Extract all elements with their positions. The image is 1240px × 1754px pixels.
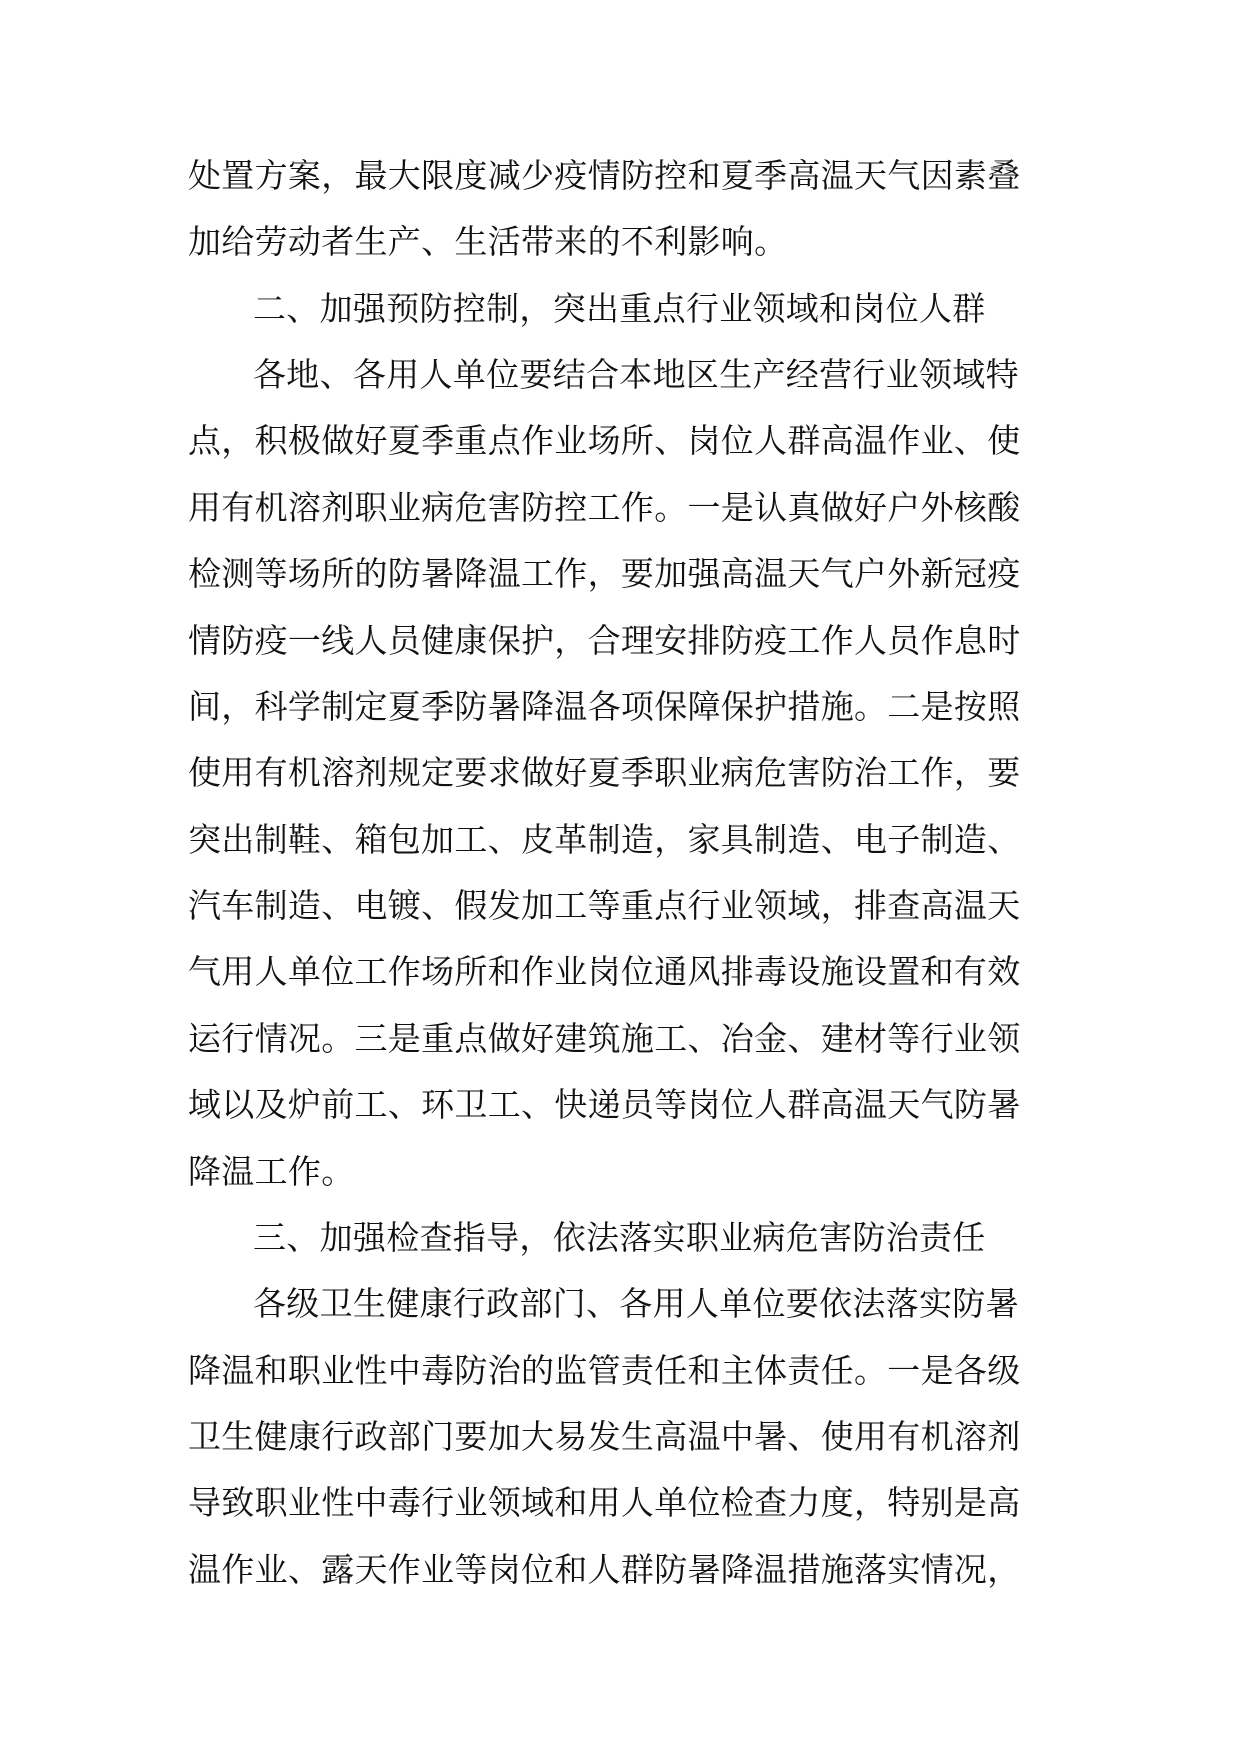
- body-text-line: 突出制鞋、箱包加工、皮革制造，家具制造、电子制造、: [188, 820, 1021, 859]
- body-text-line: 运行情况。三是重点做好建筑施工、冶金、建材等行业领: [188, 1019, 1021, 1058]
- paragraph-first-line: 各地、各用人单位要结合本地区生产经营行业领域特: [253, 355, 1019, 394]
- body-text-line: 间，科学制定夏季防暑降温各项保障保护措施。二是按照: [188, 687, 1021, 726]
- body-text-line: 情防疫一线人员健康保护，合理安排防疫工作人员作息时: [188, 621, 1021, 660]
- body-text-line: 使用有机溶剂规定要求做好夏季职业病危害防治工作，要: [188, 753, 1021, 792]
- body-text-line: 用有机溶剂职业病危害防控工作。一是认真做好户外核酸: [188, 488, 1021, 527]
- body-text-line: 气用人单位工作场所和作业岗位通风排毒设施设置和有效: [188, 952, 1021, 991]
- section-heading-2: 二、加强预防控制，突出重点行业领域和岗位人群: [253, 289, 986, 328]
- paragraph-first-line: 各级卫生健康行政部门、各用人单位要依法落实防暑: [253, 1284, 1019, 1323]
- body-text-line: 汽车制造、电镀、假发加工等重点行业领域，排查高温天: [188, 886, 1021, 925]
- section-heading-3: 三、加强检查指导，依法落实职业病危害防治责任: [253, 1218, 986, 1257]
- body-text-line: 降温和职业性中毒防治的监管责任和主体责任。一是各级: [188, 1351, 1021, 1390]
- body-text-line: 温作业、露天作业等岗位和人群防暑降温措施落实情况，: [188, 1550, 1021, 1589]
- body-text-line: 卫生健康行政部门要加大易发生高温中暑、使用有机溶剂: [188, 1417, 1021, 1456]
- body-text-line: 处置方案，最大限度减少疫情防控和夏季高温天气因素叠: [188, 156, 1021, 195]
- body-text-line: 检测等场所的防暑降温工作，要加强高温天气户外新冠疫: [188, 554, 1021, 593]
- body-text-line: 域以及炉前工、环卫工、快递员等岗位人群高温天气防暑: [188, 1085, 1021, 1124]
- body-text-line: 降温工作。: [188, 1152, 355, 1191]
- body-text-line: 加给劳动者生产、生活带来的不利影响。: [188, 222, 788, 261]
- body-text-line: 导致职业性中毒行业领域和用人单位检查力度，特别是高: [188, 1483, 1021, 1522]
- body-text-line: 点，积极做好夏季重点作业场所、岗位人群高温作业、使: [188, 421, 1021, 460]
